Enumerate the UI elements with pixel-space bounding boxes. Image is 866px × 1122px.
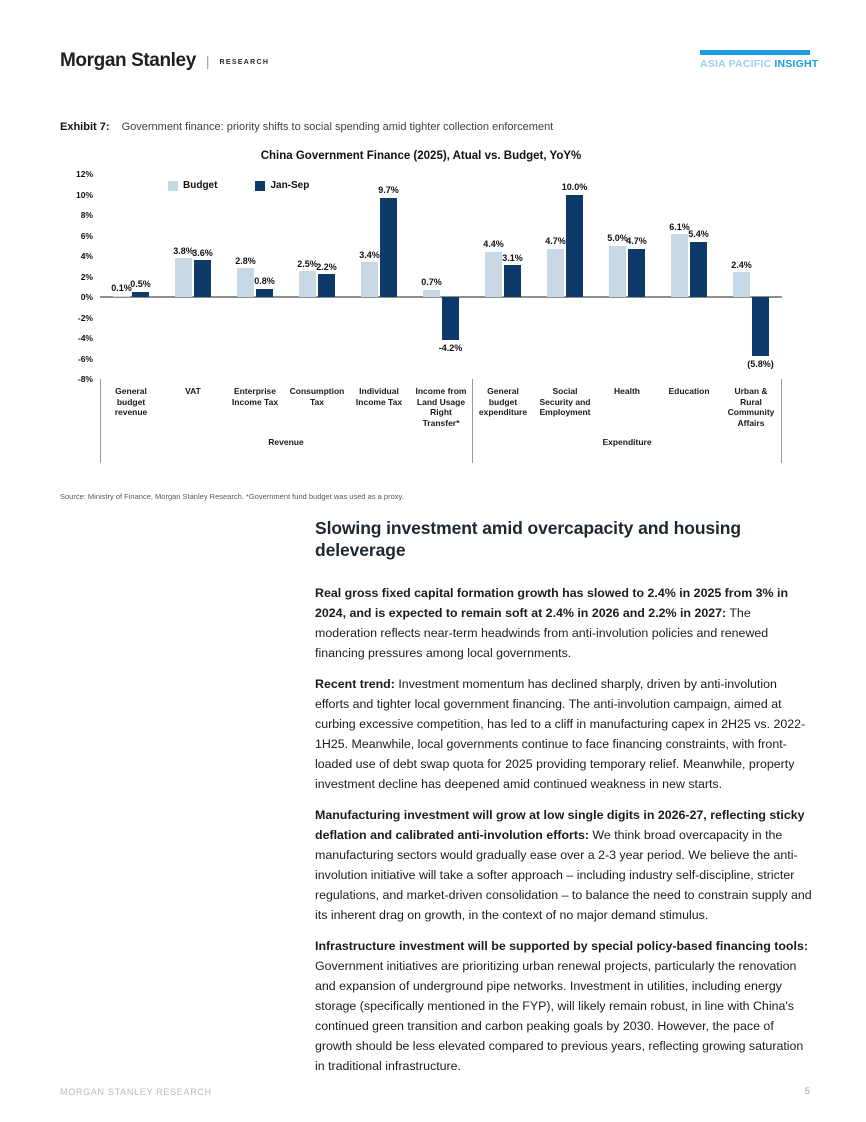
government-finance-chart [60,150,782,463]
y-axis-tick: -8% [77,374,93,384]
bar-value-label: 9.7% [378,185,399,196]
article-column [315,517,813,1087]
bar-value-label: 2.5% [297,258,318,269]
y-axis-tick: -4% [77,333,93,343]
chart-legend [168,180,309,191]
y-axis-tick: 8% [80,210,93,220]
legend-label-budget: Budget [183,180,218,191]
bar-value-label: 4.7% [626,236,647,247]
bar-value-label: 3.8% [173,245,194,256]
x-axis-label: Enterprise Income Tax [231,386,279,407]
bar-budget-3 [299,271,316,297]
bar-budget-4 [361,262,378,297]
paragraph-body: The moderation reflects near-term headwinds from anti-involution policies and renewed financing pressures among local governments. [315,606,769,660]
y-axis-tick: 10% [75,189,93,200]
y-axis-tick: 12% [75,169,93,179]
exhibit-caption [60,121,810,133]
bar-budget-9 [671,234,688,297]
group-label-expenditure: Expenditure [602,436,652,447]
group-label-revenue: Revenue [268,436,304,447]
bar-value-label: 0.7% [421,277,442,288]
y-axis-tick: -6% [77,353,93,364]
report-series-badge [700,50,819,70]
section-heading: Slowing investment amid overcapacity and housing deleverage [315,518,741,560]
y-axis-tick: 6% [80,230,93,241]
bar-budget-1 [175,258,192,297]
bar-value-label: 10.0% [561,182,588,192]
badge-region-label: ASIA PACIFIC [700,58,772,70]
logo-wordmark: Morgan Stanley [60,50,196,71]
bar-jan-sep-4 [380,198,397,297]
paragraph-body: We think broad overcapacity in the manufacturing sectors would gradually ease over a 2-3 year period. We believe the anti-involution initiative will take a softer approach – including industry self-discipline, stricter regulations, and market-driven consolidation – to balance the need to constrain supply and its inherent drag on growth, in the context of no major demand stimulus. [315,828,812,922]
bar-jan-sep-0 [132,292,149,297]
paragraph-lead: Infrastructure investment will be supported by special policy-based financing tools: [315,939,808,953]
bar-jan-sep-9 [690,242,707,297]
y-axis-tick: 4% [80,251,93,261]
bar-budget-2 [237,268,254,297]
y-axis-tick: 2% [80,271,93,282]
bar-budget-0 [113,296,130,298]
bar-value-label: 6.1% [669,221,690,232]
bar-value-label: -4.2% [438,343,463,354]
legend-label-jansep: Jan-Sep [270,180,310,191]
bar-budget-5 [423,290,440,297]
x-axis-label: Income from Land Usage Right Transfer* [415,386,467,428]
bar-value-label: 2.2% [316,261,337,272]
x-axis-label: General budget expenditure [478,386,528,418]
bar-value-label: 3.4% [359,249,380,260]
bar-budget-10 [733,272,750,297]
bar-jan-sep-10 [752,297,769,356]
bar-value-label: 4.7% [545,236,566,247]
paragraph [315,936,813,1076]
badge-series-label: INSIGHT [774,58,819,70]
bar-value-label: 4.4% [483,239,504,250]
bar-value-label: 2.4% [731,259,752,270]
exhibit-title: Government finance: priority shifts to social spending amid tighter collection enforcement [121,121,554,133]
bar-value-label: 0.1% [111,283,132,293]
legend-item-budget [168,180,217,191]
x-axis-label: Education [668,386,710,396]
bar-jan-sep-2 [256,289,273,297]
legend-item-jansep [255,180,309,191]
logo-divider: | [205,53,210,69]
y-axis [60,169,100,384]
bar-budget-8 [609,246,626,297]
y-axis-tick: -2% [77,312,93,323]
page-footer [60,1086,810,1097]
bar-value-label: 0.8% [254,276,275,287]
x-axis-label: Social Security and Employment [539,386,591,418]
x-axis-label: Individual Income Tax [355,386,403,407]
x-axis-label-area [100,379,782,463]
source-note: Source: Ministry of Finance, Morgan Stanley Research. *Government fund budget was used as a proxy. [60,492,404,501]
bar-value-label: 0.5% [130,279,151,290]
badge-accent-bar [700,50,810,55]
x-axis-label: General budget revenue [114,386,148,418]
plot-area [100,174,782,379]
morgan-stanley-logo [60,50,269,72]
logo-division-label: RESEARCH [219,59,270,66]
x-axis-label: Consumption Tax [289,386,345,407]
paragraph-body: Investment momentum has declined sharply, driven by anti-involution efforts and tighter local government financing. The anti-involution campaign, aimed at curbing excessive competition, has led to a cliff in manufacturing capex in 2H25 vs. 2022-1H25. Meanwhile, local governments continue to face financing constraints, with front-loaded use of debt swap quota for 2025 providing temporary relief. Meanwhile, property investment decline has deepened amid continued weakness in new starts. [315,677,806,791]
bar-value-label: (5.8%) [747,359,774,370]
bar-value-label: 5.4% [688,229,709,240]
bar-jan-sep-5 [442,297,459,340]
bar-jan-sep-1 [194,260,211,297]
bar-value-label: 3.6% [192,247,213,258]
x-axis-label: VAT [185,386,201,396]
paragraph-lead: Recent trend: [315,677,395,691]
exhibit-number: Exhibit 7: [60,121,110,133]
bar-value-label: 2.8% [235,255,256,266]
axis-separator [781,379,782,463]
page-header [60,50,819,72]
x-axis-label: Health [614,386,640,396]
bar-budget-6 [485,252,502,297]
paragraph-body: Government initiatives are prioritizing urban renewal projects, particularly the renovation and expansion of underground pipe networks. Investment in utilities, including energy storage (specifically mentioned in the FYP), will likely remain robust, in line with China's continued green transition and carbon peaking goals by 2030. However, the pace of growth should be less elevated compared to previous years, reflecting growing saturation in traditional infrastructure. [315,959,804,1073]
budget-swatch [168,181,178,191]
paragraph-lead: Manufacturing investment will grow at low single digits in 2026-27, reflecting sticky deflation and calibrated anti-involution efforts: [315,808,805,842]
jansep-swatch [255,181,265,191]
footer-brand: MORGAN STANLEY RESEARCH [60,1086,212,1097]
bar-value-label: 5.0% [607,233,628,244]
bar-jan-sep-6 [504,265,521,297]
bar-value-label: 3.1% [502,252,523,263]
bar-jan-sep-7 [566,195,583,298]
paragraph [315,674,813,794]
y-axis-tick: 0% [80,292,93,302]
paragraph [315,583,813,663]
paragraph [315,805,813,925]
bar-budget-7 [547,249,564,297]
page-number: 5 [804,1086,810,1097]
axis-separator [100,379,101,463]
x-axis-label: Urban & Rural Community Affairs [727,386,775,428]
chart-title: China Government Finance (2025), Atual vs. Budget, YoY% [260,150,582,162]
axis-separator [472,379,473,463]
paragraph-lead: Real gross fixed capital formation growth has slowed to 2.4% in 2025 from 3% in 2024, and is expected to remain soft at 2.4% in 2026 and 2.2% in 2027: [315,586,789,620]
bar-jan-sep-3 [318,274,335,297]
bar-jan-sep-8 [628,249,645,297]
